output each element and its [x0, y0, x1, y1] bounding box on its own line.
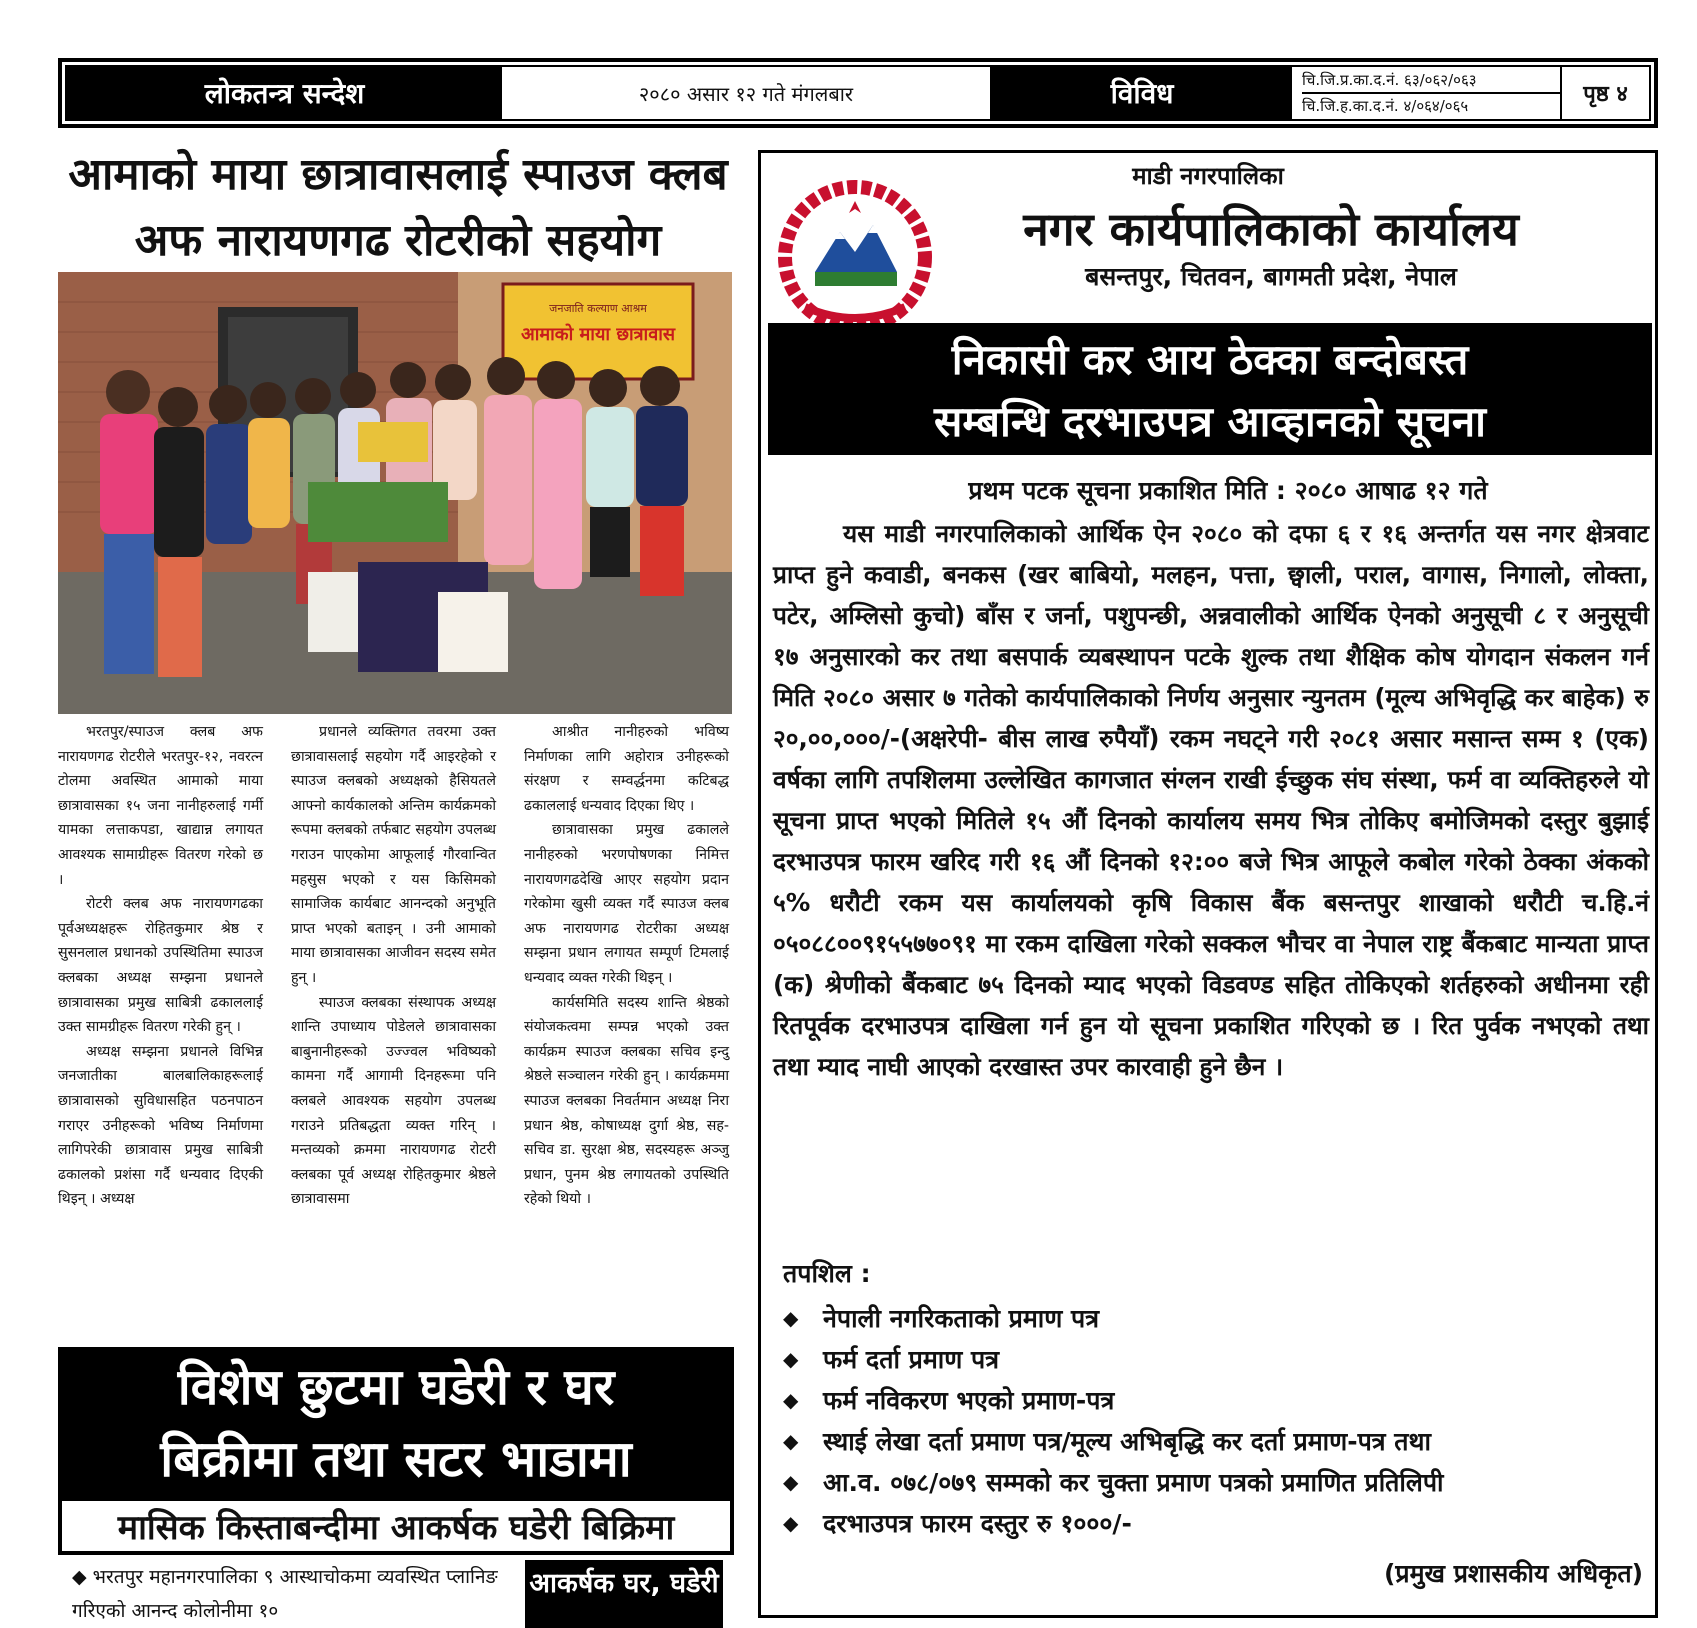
- paragraph: कार्यसमिति सदस्य शान्ति श्रेष्ठको संयोजकत्वमा सम्पन्न भएको उक्त कार्यक्रम स्पाउज क्लबका सचिव इन्दु श्रेष्ठले सञ्चालन गरेकी हुन् । कार्यक्रममा स्पाउज क्लबका निवर्तमान अध्यक्ष निरा प्रधान श्रेष्ठ, कोषाध्यक्ष दुर्गा श्रेष्ठ, सह-सचिव डा. सुरक्षा श्रेष्ठ, सदस्यहरू अञ्जु प्रधान, पुनम श्रेष्ठ लगायतको उपस्थिति रहेको थियो ।: [524, 994, 729, 1208]
- article-photo: [58, 272, 732, 714]
- diamond-bullet-icon: ◆: [783, 1470, 799, 1494]
- paragraph: आश्रीत नानीहरुको भविष्य निर्माणका लागि अहोरात्र उनीहरूको संरक्षण र सम्वर्द्धनमा कटिबद्ध ढकाललाई धन्यवाद दिएका थिए ।: [524, 724, 729, 814]
- diamond-bullet-icon: ◆: [783, 1306, 799, 1330]
- article-column-1: [58, 720, 263, 1212]
- list-item-text: आ.व. ०७८/०७९ सम्मको कर चुक्ता प्रमाण पत्रको प्रमाणित प्रतिलिपी: [823, 1468, 1444, 1497]
- first-published-date: प्रथम पटक सूचना प्रकाशित मिति : २०८० आषाढ १२ गते: [968, 476, 1488, 505]
- list-item-text: नेपाली नगरिकताको प्रमाण पत्र: [823, 1304, 1100, 1333]
- ad-subheadline: मासिक किस्ताबन्दीमा आकर्षक घडेरी बिक्रिमा: [58, 1497, 734, 1555]
- list-item-text: फर्म नविकरण भएको प्रमाण-पत्र: [823, 1386, 1115, 1415]
- article-headline: [58, 142, 738, 274]
- masthead: [58, 58, 1658, 128]
- list-item: [783, 1462, 1649, 1503]
- list-item-text: दरभाउपत्र फारम दस्तुर रु १०००/-: [823, 1509, 1132, 1538]
- diamond-bullet-icon: ◆: [72, 1566, 87, 1588]
- notice-title-line-1: निकासी कर आय ठेक्का बन्दोबस्त: [951, 335, 1469, 384]
- nepal-emblem-icon: [775, 177, 935, 337]
- article-column-2: [291, 720, 496, 1212]
- signatory: (प्रमुख प्रशासकीय अधिकृत): [1383, 1559, 1643, 1588]
- list-item: [783, 1298, 1649, 1339]
- ad-body-text: भरतपुर महानगरपालिका ९ आस्थाचोकमा व्यवस्थित प्लानिङ गरिएको आनन्द कोलोनीमा १०: [72, 1566, 498, 1622]
- municipality-name: माडी नगरपालिका: [1132, 162, 1284, 190]
- masthead-inner: [65, 65, 1651, 121]
- paragraph: स्पाउज क्लबका संस्थापक अध्यक्ष शान्ति उपाध्याय पोडेलले छात्रावासका बाबुनानीहरूको उज्ज्वल भविष्यको कामना गर्दै आगामी दिनहरूमा पनि क्लबले आवश्यक सहयोग उपलब्ध गराउने प्रतिबद्धता व्यक्त गरिन् । मन्तव्यको क्रममा नारायणगढ रोटरी क्लबका पूर्व अध्यक्ष रोहितकुमार श्रेष्ठले छात्रावासमा: [291, 994, 496, 1208]
- list-item: [783, 1421, 1649, 1462]
- registration-number-1: चि.जि.प्र.का.द.नं. ६३/०६२/०६३: [1302, 68, 1560, 94]
- office-name: नगर कार्यपालिकाको कार्यालय: [1023, 202, 1519, 256]
- paragraph: छात्रावासका प्रमुख ढकालले नानीहरुको भरणपोषणका निमित्त नारायणगढदेखि आएर सहयोग प्रदान गरेकोमा खुसी व्यक्त गर्दै स्पाउज क्लब अफ नारायणगढ रोटरीका अध्यक्ष सम्झना प्रधान लगायत सम्पूर्ण टिमलाई धन्यवाद व्यक्त गरेकी थिइन् ।: [524, 822, 729, 986]
- registration-number-2: चि.जि.ह.का.द.नं. ४/०६४/०६५: [1302, 97, 1469, 115]
- ad-body: [64, 1560, 522, 1628]
- photo-sign-text: आमाको माया छात्रावास: [520, 324, 676, 345]
- property-ad-headline: [58, 1347, 734, 1497]
- notice-title: [768, 323, 1652, 455]
- section-label: विविध: [992, 67, 1292, 119]
- ad-line-2: बिक्रीमा तथा सटर भाडामा: [160, 1430, 632, 1488]
- headline-line-2: अफ नारायणगढ रोटरीको सहयोग: [134, 215, 662, 266]
- diamond-bullet-icon: ◆: [783, 1388, 799, 1412]
- tender-notice: [758, 150, 1658, 1618]
- page-number: पृष्ठ ४: [1583, 82, 1628, 107]
- diamond-bullet-icon: ◆: [783, 1511, 799, 1535]
- list-item: [783, 1503, 1649, 1544]
- list-item: [783, 1339, 1649, 1380]
- paragraph: रोटरी क्लब अफ नारायणगढका पूर्वअध्यक्षहरू रोहितकुमार श्रेष्ठ र सुसनलाल प्रधानको उपस्थितिमा स्पाउज क्लबका अध्यक्ष सम्झना प्रधानले छात्रावासका प्रमुख साबित्री ढकाललाई उक्त सामग्रीहरू वितरण गरेकी हुन् ।: [58, 896, 263, 1036]
- article-column-3: [524, 720, 729, 1212]
- diamond-bullet-icon: ◆: [783, 1347, 799, 1371]
- details-label: तपशिल :: [783, 1259, 871, 1288]
- issue-date: २०८० असार १२ गते मंगलबार: [502, 67, 992, 119]
- list-item-text: स्थाई लेखा दर्ता प्रमाण पत्र/मूल्य अभिबृद्धि कर दर्ता प्रमाण-पत्र तथा: [823, 1427, 1431, 1456]
- paragraph: भरतपुर/स्पाउज क्लब अफ नारायणगढ रोटरीले भरतपुर-१२, नवरत्न टोलमा अवस्थित आमाको माया छात्रावासका १५ जना नानीहरुलाई गर्मी यामका लत्ताकपडा, खाद्यान्न लगायत आवश्यक सामाग्रीहरू वितरण गरेको छ ।: [58, 724, 263, 888]
- office-address: बसन्तपुर, चितवन, बागमती प्रदेश, नेपाल: [1085, 262, 1457, 291]
- required-documents-list: [783, 1298, 1649, 1544]
- headline-line-1: आमाको माया छात्रावासलाई स्पाउज क्लब: [68, 149, 728, 200]
- list-item-text: फर्म दर्ता प्रमाण पत्र: [823, 1345, 1000, 1374]
- notice-title-line-2: सम्बन्धि दरभाउपत्र आव्हानको सूचना: [933, 397, 1487, 446]
- paragraph: अध्यक्ष सम्झना प्रधानले विभिन्न जनजातीका बालबालिकाहरूलाई छात्रावासको सुविधासहित पठनपाठन गराएर उनीहरूको भविष्य निर्माणमा लागिपरेकी छात्रावास प्रमुख साबित्री ढकालको प्रशंसा गर्दै धन्यवाद दिएकी थिइन् । अध्यक्ष: [58, 1043, 263, 1208]
- notice-body: यस माडी नगरपालिकाको आर्थिक ऐन २०८० को दफा ६ र १६ अन्तर्गत यस नगर क्षेत्रवाट प्राप्त हुने कवाडी, बनकस (खर बाबियो, मलहन, पत्ता, छ्वाली, पराल, वागास, निगालो, लोक्ता, पटेर, अम्लिसो कुचो) बाँस र जर्ना, पशुपन्छी, अन्नवालीको आर्थिक ऐनको अनुसूची ८ र अनुसूची १७ अनुसारको कर तथा बसपार्क व्यबस्थापन पटके शुल्क तथा शैक्षिक कोष योगदान संकलन गर्न मिति २०८० असार ७ गतेको कार्यपालिकाको निर्णय अनुसार न्युनतम (मूल्य अभिवृद्धि कर बाहेक) रु २०,००,०००/-(अक्षरेपी- बीस लाख रुपैयाँ) रकम नघट्ने गरी २०८१ असार मसान्त सम्म १ (एक) वर्षका लागि तपशिलमा उल्लेखित कागजात संग्लन राखी ईच्छुक संघ संस्था, फर्म वा व्यक्तिहरुले यो सूचना प्राप्त भएको मितिले १५ औं दिनको कार्यालय समय भित्र तोकिए बमोजिमको दस्तुर बुझाई दरभाउपत्र फारम खरिद गरी १६ औं दिनको १२:०० बजे भित्र आफूले कबोल गरेको ठेक्का अंकको ५% धरौटी रकम यस कार्यालयको कृषि विकास बैंक बसन्तपुर शाखाको धरौटी च.हि.नं ०५०८८००९१५५७७०९१ मा रकम दाखिला गरेको सक्कल भौचर वा नेपाल राष्ट्र बैंकबाट मान्यता प्राप्त (क) श्रेणीको बैंकबाट ७५ दिनको म्याद भएको विडवण्ड सहित तोकिएको शर्तहरुको अधीनमा रही रितपूर्वक दरभाउपत्र दाखिला गर्न हुन यो सूचना प्रकाशित गरिएको छ । रित पुर्वक नभएको तथा तथा म्याद नाघी आएको दरखास्त उपर कारवाही हुने छैन ।: [773, 519, 1649, 1081]
- photo-illustration: [58, 272, 732, 714]
- ad-line-1: विशेष छुटमा घडेरी र घर: [177, 1358, 615, 1416]
- diamond-bullet-icon: ◆: [783, 1429, 799, 1453]
- registration-numbers: [1292, 67, 1562, 119]
- paragraph: प्रधानले व्यक्तिगत तवरमा उक्त छात्रावासलाई सहयोग गर्दै आइरहेको र स्पाउज क्लबको अध्यक्षको हैसियतले आफ्नो कार्यकालको अन्तिम कार्यक्रमको रूपमा क्लबको तर्फबाट सहयोग उपलब्ध गराउन पाएकोमा आफूलाई गौरवान्वित महसुस भएको र यस किसिमको सामाजिक कार्यबाट आनन्दको अनुभूति प्राप्त भएको बताइन् । उनी आमाको माया छात्रावासका आजीवन सदस्य समेत हुन् ।: [291, 724, 496, 986]
- ad-side-box: आकर्षक घर, घडेरी: [525, 1560, 723, 1628]
- paper-name: लोकतन्त्र सन्देश: [67, 67, 502, 119]
- list-item: [783, 1380, 1649, 1421]
- photo-sign-top: जनजाति कल्याण आश्रम: [549, 302, 647, 315]
